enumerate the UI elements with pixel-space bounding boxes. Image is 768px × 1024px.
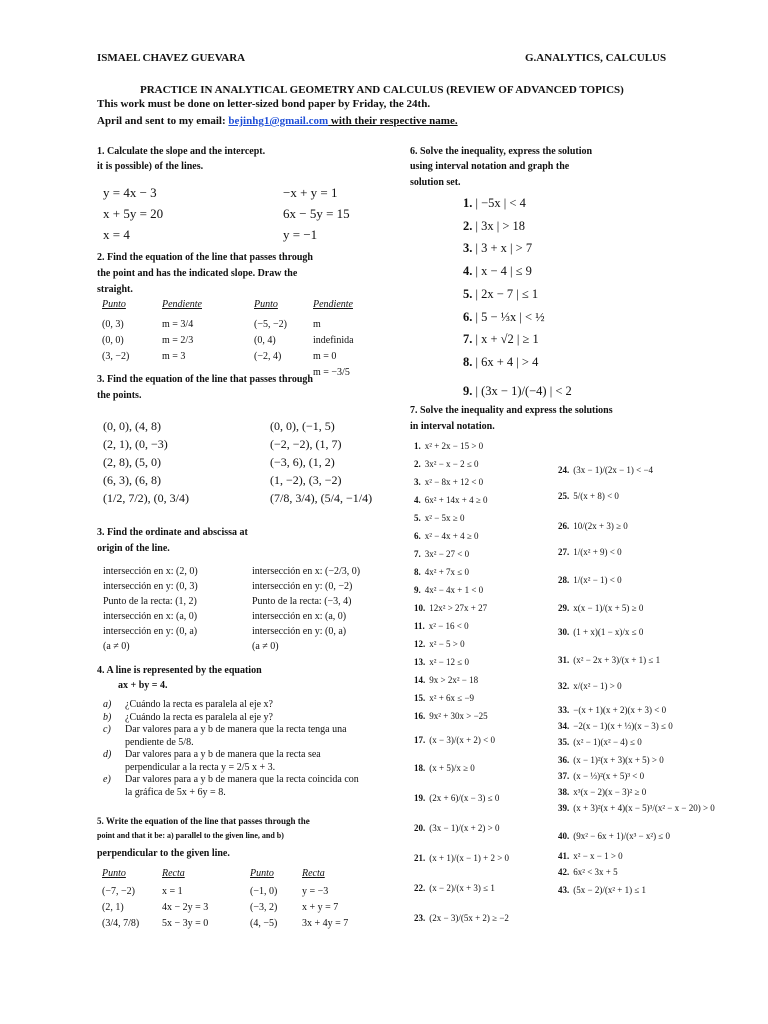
list-item: 6. x² − 4x + 4 ≥ 0	[414, 531, 479, 541]
point-pair: (−2, −2), (1, 7)	[270, 437, 342, 451]
equation: y = 4x − 3	[103, 185, 157, 200]
list-item: 9. | (3x − 1)/(−4) | < 2	[463, 383, 572, 398]
list-item: b) ¿Cuándo la recta es paralela al eje y?	[103, 711, 273, 723]
list-item: 25. 5/(x + 8) < 0	[558, 491, 619, 501]
list-item: 32. x/(x² − 1) > 0	[558, 681, 622, 691]
list-item: 20. (3x − 1)/(x + 2) > 0	[414, 823, 500, 833]
section-5-line-3: perpendicular to the given line.	[97, 848, 230, 859]
list-item: 18. (x + 5)/x ≥ 0	[414, 763, 475, 773]
table-cell: (−5, −2)	[254, 319, 287, 330]
list-item: 38. x³(x − 2)(x − 3)² ≥ 0	[558, 787, 647, 797]
section-3b-right	[252, 564, 360, 654]
table-cell: x = 1	[162, 886, 183, 897]
table-cell: (−1, 0)	[250, 886, 278, 897]
col-header-recta: Recta	[162, 868, 185, 879]
list-item: 39. (x + 3)²(x + 4)(x − 5)³/(x² − x − 20) > 0	[558, 803, 715, 813]
list-item: 40. (9x² − 6x + 1)/(x³ − x²) ≤ 0	[558, 831, 670, 841]
table-cell: (−2, 4)	[254, 351, 282, 362]
table-cell: m = 3/4	[162, 319, 194, 330]
intercept-item: intersección en x: (a, 0)	[252, 611, 347, 622]
section-3b-line-2: origin of the line.	[97, 543, 170, 554]
list-item: 16. 9x² + 30x > −25	[414, 711, 488, 721]
table-cell: m indefinida	[313, 319, 354, 346]
section-2-line-2: the point and has the indicated slope. Draw the	[97, 268, 298, 279]
list-item: a) ¿Cuándo la recta es paralela al eje x?	[103, 699, 273, 710]
table-cell: m = −3/5	[313, 367, 350, 378]
page-title: PRACTICE IN ANALYTICAL GEOMETRY AND CALCULUS (REVIEW OF ADVANCED TOPICS)	[140, 84, 624, 96]
intercept-item: intersección en y: (0, a)	[252, 626, 347, 637]
section-4-items	[103, 699, 365, 799]
equation: x = 4	[103, 227, 130, 242]
point-pair: (6, 3), (6, 8)	[103, 473, 161, 487]
equation: x + 5y = 20	[103, 206, 164, 221]
col-header-pendiente: Pendiente	[162, 299, 202, 310]
list-item: 5. x² − 5x ≥ 0	[414, 513, 465, 523]
section-3-right-points	[270, 417, 372, 507]
list-item: 34. −2(x − 1)(x + ⅓)(x − 3) ≤ 0	[558, 721, 673, 731]
list-item: 8. 4x² + 7x ≤ 0	[414, 567, 469, 577]
table-cell: (2, 1)	[102, 902, 124, 913]
table-cell: m = 3	[162, 351, 186, 362]
table-cell: m = 2/3	[162, 335, 194, 346]
list-item: 5. | 2x − 7 | ≤ 1	[463, 286, 539, 301]
intercept-item: intersección en y: (0, a)	[103, 626, 198, 637]
intercept-item: (a ≠ 0)	[103, 641, 130, 652]
list-item: 29. x(x − 1)/(x + 5) ≥ 0	[558, 603, 644, 613]
col-header-pendiente: Pendiente	[313, 299, 353, 310]
section-2-title: 2. Find the equation of the line that passes through	[97, 252, 313, 263]
section-6-list	[463, 192, 572, 402]
intercept-item: Punto de la recta: (−3, 4)	[252, 596, 352, 607]
list-item: 24. (3x − 1)/(2x − 1) < −4	[558, 465, 654, 475]
table-cell: (4, −5)	[250, 918, 278, 929]
list-item: 11. x² − 16 < 0	[414, 621, 469, 631]
list-item: 26. 10/(2x + 3) ≥ 0	[558, 521, 628, 531]
intercept-item: Punto de la recta: (1, 2)	[103, 596, 197, 607]
section-6-title: 6. Solve the inequality, express the solution	[410, 146, 593, 157]
table-cell: (3, −2)	[102, 351, 130, 362]
section-1-subtitle: it is possible) of the lines.	[97, 161, 204, 172]
table-cell: x + y = 7	[302, 902, 339, 913]
section-7-left-list	[414, 437, 564, 937]
table-cell: (0, 3)	[102, 319, 124, 330]
intercept-item: intersección en x: (2, 0)	[103, 566, 198, 577]
list-item: 23. (2x − 3)/(5x + 2) ≥ −2	[414, 913, 509, 923]
point-pair: (2, 8), (5, 0)	[103, 455, 161, 469]
section-4-title: 4. A line is represented by the equation	[97, 665, 262, 676]
equation: y = −1	[283, 227, 318, 242]
list-item: 31. (x² − 2x + 3)/(x + 1) ≤ 1	[558, 655, 661, 665]
section-1-left-equations	[103, 182, 163, 245]
section-6-line-2: using interval notation and graph the	[410, 161, 570, 172]
list-item: 28. 1/(x² − 1) < 0	[558, 575, 622, 585]
list-item: 43. (5x − 2)/(x² + 1) ≤ 1	[558, 885, 647, 895]
list-item: 17. (x − 3)/(x + 2) < 0	[414, 735, 495, 745]
author-name: ISMAEL CHAVEZ GUEVARA	[97, 52, 246, 64]
list-item: 12. x² − 5 > 0	[414, 639, 465, 649]
list-item: 2. 3x² − x − 2 ≤ 0	[414, 459, 479, 469]
equation: 6x − 5y = 15	[283, 206, 350, 221]
equation: −x + y = 1	[283, 185, 338, 200]
list-item: e) Dar valores para a y b de manera que la recta coincida con la gráfica de 5x + 6y = 8.	[103, 774, 359, 798]
table-cell: (0, 0)	[102, 335, 124, 346]
list-item: 7. 3x² − 27 < 0	[414, 549, 470, 559]
list-item: 41. x² − x − 1 > 0	[558, 851, 623, 861]
list-item: 19. (2x + 6)/(x − 3) ≤ 0	[414, 793, 500, 803]
table-cell: (0, 4)	[254, 335, 276, 346]
table-cell: (3/4, 7/8)	[102, 918, 140, 929]
list-item: 30. (1 + x)(1 − x)/x ≤ 0	[558, 627, 644, 637]
list-item: 8. | 6x + 4 | > 4	[463, 354, 539, 369]
table-cell: (−3, 2)	[250, 902, 278, 913]
list-item: 4. 6x² + 14x + 4 ≥ 0	[414, 495, 488, 505]
list-item: 15. x² + 6x ≤ −9	[414, 693, 475, 703]
table-cell: m = 0	[313, 351, 337, 362]
email-link[interactable]: bejinhg1@gmail.com	[228, 115, 329, 127]
course-name: G.ANALYTICS, CALCULUS	[525, 52, 667, 64]
list-item: 1. x² + 2x − 15 > 0	[414, 441, 484, 451]
section-3-left-points	[103, 417, 189, 507]
section-3-title: 3. Find the equation of the line that passes through	[97, 374, 313, 385]
list-item: 10. 12x² > 27x + 27	[414, 603, 488, 613]
intercept-item: intersección en y: (0, 3)	[103, 581, 198, 592]
list-item: 14. 9x > 2x² − 18	[414, 675, 479, 685]
point-pair: (1, −2), (3, −2)	[270, 473, 342, 487]
intercept-item: intersección en x: (−2/3, 0)	[252, 566, 361, 577]
section-3b-left	[103, 564, 198, 654]
list-item: 22. (x − 2)/(x + 3) ≤ 1	[414, 883, 495, 893]
list-item: 13. x² − 12 ≤ 0	[414, 657, 469, 667]
intercept-item: intersección en y: (0, −2)	[252, 581, 353, 592]
list-item: 35. (x² − 1)(x² − 4) ≤ 0	[558, 737, 642, 747]
list-item: 7. | x + √2 | ≥ 1	[463, 332, 539, 347]
table-cell: 5x − 3y = 0	[162, 918, 209, 929]
list-item: 9. 4x² − 4x + 1 < 0	[414, 585, 484, 595]
list-item: c) Dar valores para a y b de manera que la recta tenga una pendiente de 5/8.	[103, 724, 347, 748]
instructions-line-2: April and sent to my email: bejinhg1@gmail.com with their respective name.	[97, 115, 458, 127]
point-pair: (2, 1), (0, −3)	[103, 437, 168, 451]
section-3-line-2: the points.	[97, 390, 142, 401]
section-7-right-list	[558, 457, 718, 917]
list-item: 36. (x − 1)²(x + 3)(x + 5) > 0	[558, 755, 664, 765]
list-item: 4. | x − 4 | ≤ 9	[463, 264, 532, 279]
point-pair: (−3, 6), (1, 2)	[270, 455, 335, 469]
table-cell: y = −3	[302, 886, 329, 897]
col-header-punto: Punto	[254, 299, 278, 310]
list-item: 21. (x + 1)/(x − 1) + 2 > 0	[414, 853, 510, 863]
section-7-title: 7. Solve the inequality and express the solutions	[410, 405, 613, 416]
intercept-item: (a ≠ 0)	[252, 641, 279, 652]
section-5-title: 5. Write the equation of the line that passes through the	[97, 816, 310, 826]
section-2-line-3: straight.	[97, 284, 133, 295]
section-4-equation: ax + by = 4.	[118, 680, 168, 691]
list-item: 6. | 5 − ⅓x | < ½	[463, 309, 545, 324]
col-header-punto: Punto	[250, 868, 274, 879]
instructions-line-1: This work must be done on letter-sized bond paper by Friday, the 24th.	[97, 98, 431, 110]
table-cell: (−7, −2)	[102, 886, 135, 897]
list-item: 2. | 3x | > 18	[463, 218, 526, 233]
table-cell: 3x + 4y = 7	[302, 918, 349, 929]
point-pair: (7/8, 3/4), (5/4, −1/4)	[270, 491, 373, 505]
col-header-recta: Recta	[302, 868, 325, 879]
list-item: 42. 6x² < 3x + 5	[558, 867, 618, 877]
list-item: 3. x² − 8x + 12 < 0	[414, 477, 484, 487]
table-cell: 4x − 2y = 3	[162, 902, 209, 913]
list-item: 27. 1/(x² + 9) < 0	[558, 547, 622, 557]
section-1-right-equations	[283, 182, 350, 245]
list-item: 1. | −5x | < 4	[463, 196, 526, 210]
list-item: d) Dar valores para a y b de manera que la recta sea perpendicular a la recta y = 2/5 x + 3.	[103, 749, 321, 773]
section-7-line-2: in interval notation.	[410, 421, 495, 432]
col-header-punto: Punto	[102, 868, 126, 879]
section-3b-title: 3. Find the ordinate and abscissa at	[97, 527, 248, 538]
point-pair: (0, 0), (−1, 5)	[270, 419, 335, 433]
point-pair: (1/2, 7/2), (0, 3/4)	[103, 491, 189, 505]
list-item: 3. | 3 + x | > 7	[463, 241, 533, 256]
section-1-title: 1. Calculate the slope and the intercept.	[97, 146, 266, 157]
section-5-line-2: point and that it be: a) parallel to the given line, and b)	[97, 831, 284, 840]
list-item: 37. (x − ⅓)²(x + 5)³ < 0	[558, 771, 645, 781]
col-header-punto: Punto	[102, 299, 126, 310]
intercept-item: intersección en x: (a, 0)	[103, 611, 198, 622]
point-pair: (0, 0), (4, 8)	[103, 419, 161, 433]
list-item: 33. −(x + 1)(x + 2)(x + 3) < 0	[558, 705, 667, 715]
section-6-line-3: solution set.	[410, 177, 461, 188]
